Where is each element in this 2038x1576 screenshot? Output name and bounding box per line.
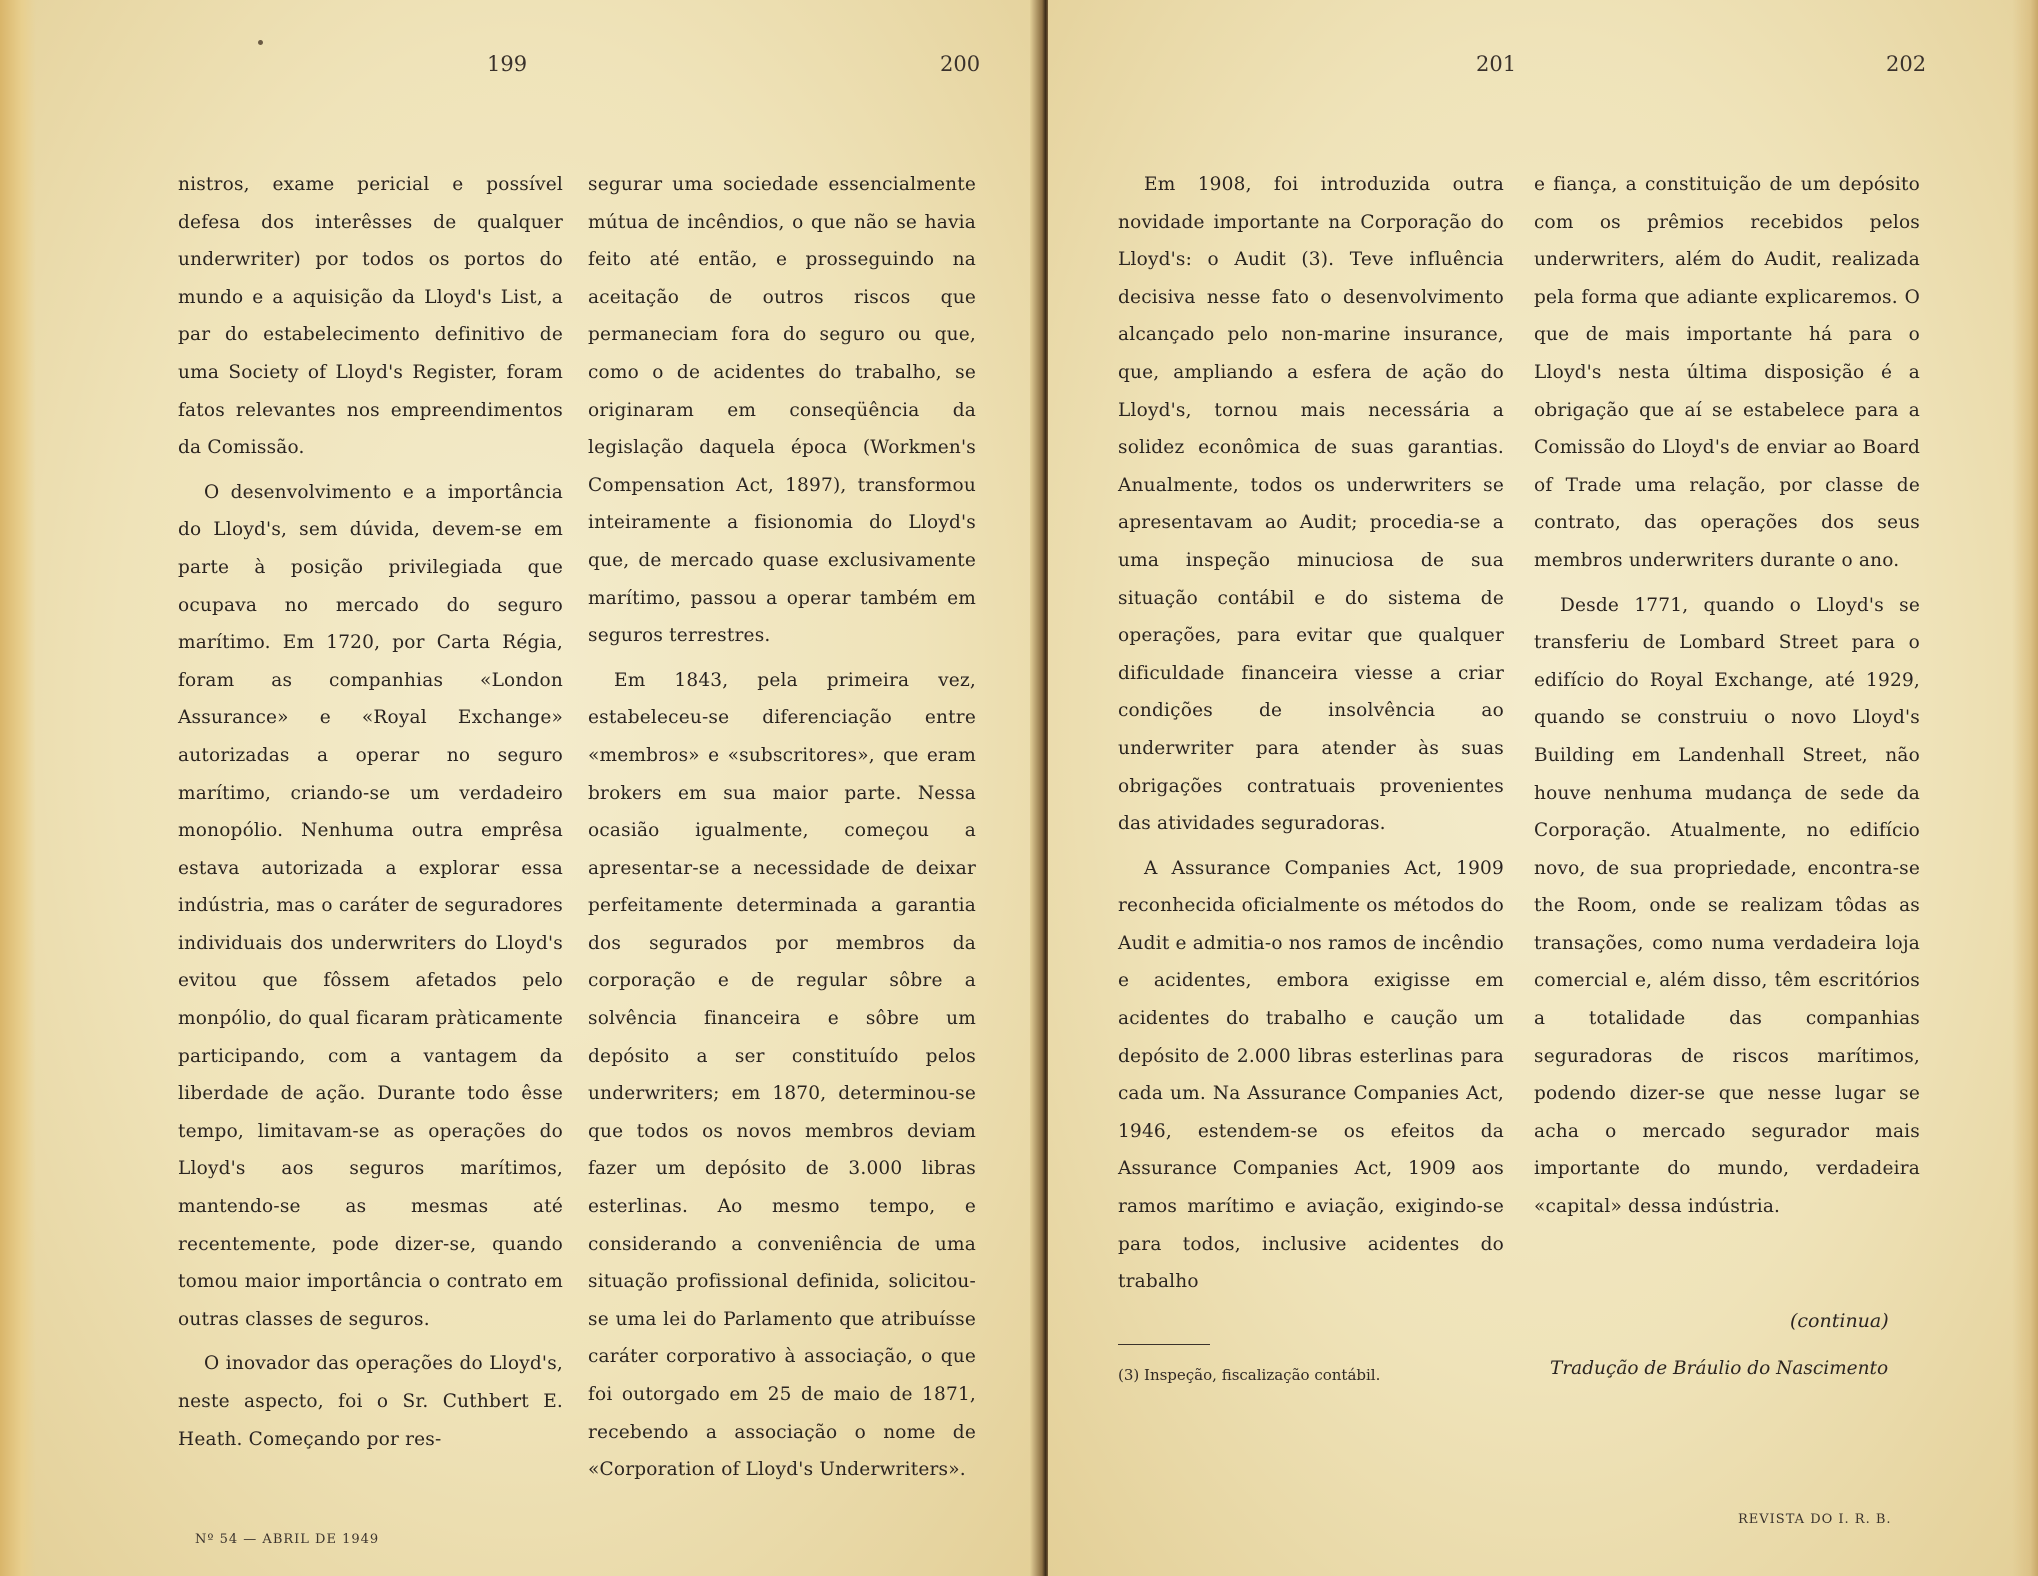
continua-note: (continua): [1790, 1310, 1889, 1332]
page-number-201: 201: [1476, 52, 1517, 76]
issue-footer: Nº 54 — ABRIL DE 1949: [195, 1532, 380, 1547]
paragraph: O desenvolvimento e a importância do Lloyd's, sem dúvida, devem-se em parte à posição privilegiada que ocupava no mercado do seguro marítimo. Em 1720, por Carta Régia, foram as companhias «London Assurance» e «Royal Exchange» autorizadas a operar no seguro marítimo, criando-se um verdadeiro monopólio. Nenhuma outra emprêsa estava autorizada a explorar essa indústria, mas o caráter de seguradores individuais dos underwriters do Lloyd's evitou que fôssem afetados pelo monpólio, do qual ficaram pràticamente participando, com a vantagem da liberdade de ação. Durante todo êsse tempo, limitavam-se as operações do Lloyd's aos seguros marítimos, mantendo-se as mesmas até recentemente, pode dizer-se, quando tomou maior importância o contrato em outras classes de seguros.: [178, 481, 563, 1330]
paragraph: O inovador das operações do Lloyd's, neste aspecto, foi o Sr. Cuthbert E. Heath. Começando por res-: [178, 1353, 563, 1450]
paragraph: A Assurance Companies Act, 1909 reconhecida oficialmente os métodos do Audit e admitia-o nos ramos de incêndio e acidentes, embora exigisse em acidentes do trabalho e caução um depósito de 2.000 libras esterlinas para cada um. Na Assurance Companies Act, 1946, estendem-se os efeitos da Assurance Companies Act, 1909 aos ramos marítimo e aviação, exigindo-se para todos, inclusive acidentes do trabalho: [1118, 857, 1504, 1293]
paragraph: segurar uma sociedade essencialmente mútua de incêndios, o que não se havia feito até então, e prosseguindo na aceitação de outros riscos que permaneciam fora do seguro ou que, como o de acidentes do trabalho, se originaram em conseqüência da legislação daquela época (Workmen's Compensation Act, 1897), transformou inteiramente a fisionomia do Lloyd's que, de mercado quase exclusivamente marítimo, passou a operar também em seguros terrestres.: [588, 174, 976, 647]
magazine-footer: REVISTA DO I. R. B.: [1738, 1512, 1892, 1527]
paragraph: Em 1908, foi introduzida outra novidade importante na Corporação do Lloyd's: o Audit (3). Teve influência decisiva nesse fato o desenvolvimento alcançado pelo non-marine insurance, que, ampliando a esfera de ação do Lloyd's, tornou mais necessária a solidez econômica de suas garantias. Anualmente, todos os underwriters se apresentavam ao Audit; procedia-se a uma inspeção minuciosa de sua situação contábil e do sistema de operações, para evitar que qualquer dificuldade financeira viesse a criar condições de insolvência ao underwriter para atender às suas obrigações contratuais provenientes das atividades seguradoras.: [1118, 174, 1504, 835]
footnote: (3) Inspeção, fiscalização contábil.: [1118, 1366, 1381, 1384]
right-page: [1048, 0, 2038, 1576]
column-page-201: [1118, 166, 1504, 1308]
page-number-202: 202: [1886, 52, 1927, 76]
page-number-200: 200: [940, 52, 981, 76]
paragraph: Em 1843, pela primeira vez, estabeleceu-se diferenciação entre «membros» e «subscritores», que eram brokers em sua maior parte. Nessa ocasião igualmente, começou a apresentar-se a necessidade de deixar perfeitamente determinada a garantia dos segurados por membros da corporação e de regular sôbre a solvência financeira e sôbre um depósito a ser constituído pelos underwriters; em 1870, determinou-se que todos os novos membros deviam fazer um depósito de 3.000 libras esterlinas. Ao mesmo tempo, e considerando a conveniência de uma situação profissional definida, solicitou-se uma lei do Parlamento que atribuísse caráter corporativo à associação, o que foi outorgado em 25 de maio de 1871, recebendo a associação o nome de «Corporation of Lloyd's Underwriters».: [588, 669, 976, 1481]
translator-credit: Tradução de Bráulio do Nascimento: [1550, 1358, 1889, 1379]
column-page-200: [588, 166, 976, 1496]
paragraph: e fiança, a constituição de um depósito com os prêmios recebidos pelos underwriters, além do Audit, realizada pela forma que adiante explicaremos. O que de mais importante há para o Lloyd's nesta última disposição é a obrigação que aí se estabelece para a Comissão do Lloyd's de enviar ao Board of Trade uma relação, por classe de contrato, das operações dos seus membros underwriters durante o ano.: [1534, 174, 1920, 571]
footnote-rule: [1118, 1344, 1210, 1345]
column-page-202: [1534, 166, 1920, 1233]
paragraph: Desde 1771, quando o Lloyd's se transferiu de Lombard Street para o edifício do Royal Exchange, até 1929, quando se construiu o novo Lloyd's Building em Landenhall Street, não houve nenhuma mudança de sede da Corporação. Atualmente, no edifício novo, de sua propriedade, encontra-se the Room, onde se realizam tôdas as transações, como numa verdadeira loja comercial e, além disso, têm escritórios a totalidade das companhias seguradoras de riscos marítimos, podendo dizer-se que nesse lugar se acha o mercado segurador mais importante do mundo, verdadeira «capital» dessa indústria.: [1534, 594, 1920, 1218]
column-page-199: [178, 166, 563, 1465]
ink-speck: [258, 40, 263, 45]
page-number-199: 199: [487, 52, 528, 76]
page-edge-shadow: [2012, 0, 2038, 1576]
page-edge-shadow: [0, 0, 36, 1576]
paragraph: nistros, exame pericial e possível defesa dos interêsses de qualquer underwriter) por todos os portos do mundo e a aquisição da Lloyd's List, a par do estabelecimento definitivo de uma Society of Lloyd's Register, foram fatos relevantes nos empreendimentos da Comissão.: [178, 174, 563, 459]
